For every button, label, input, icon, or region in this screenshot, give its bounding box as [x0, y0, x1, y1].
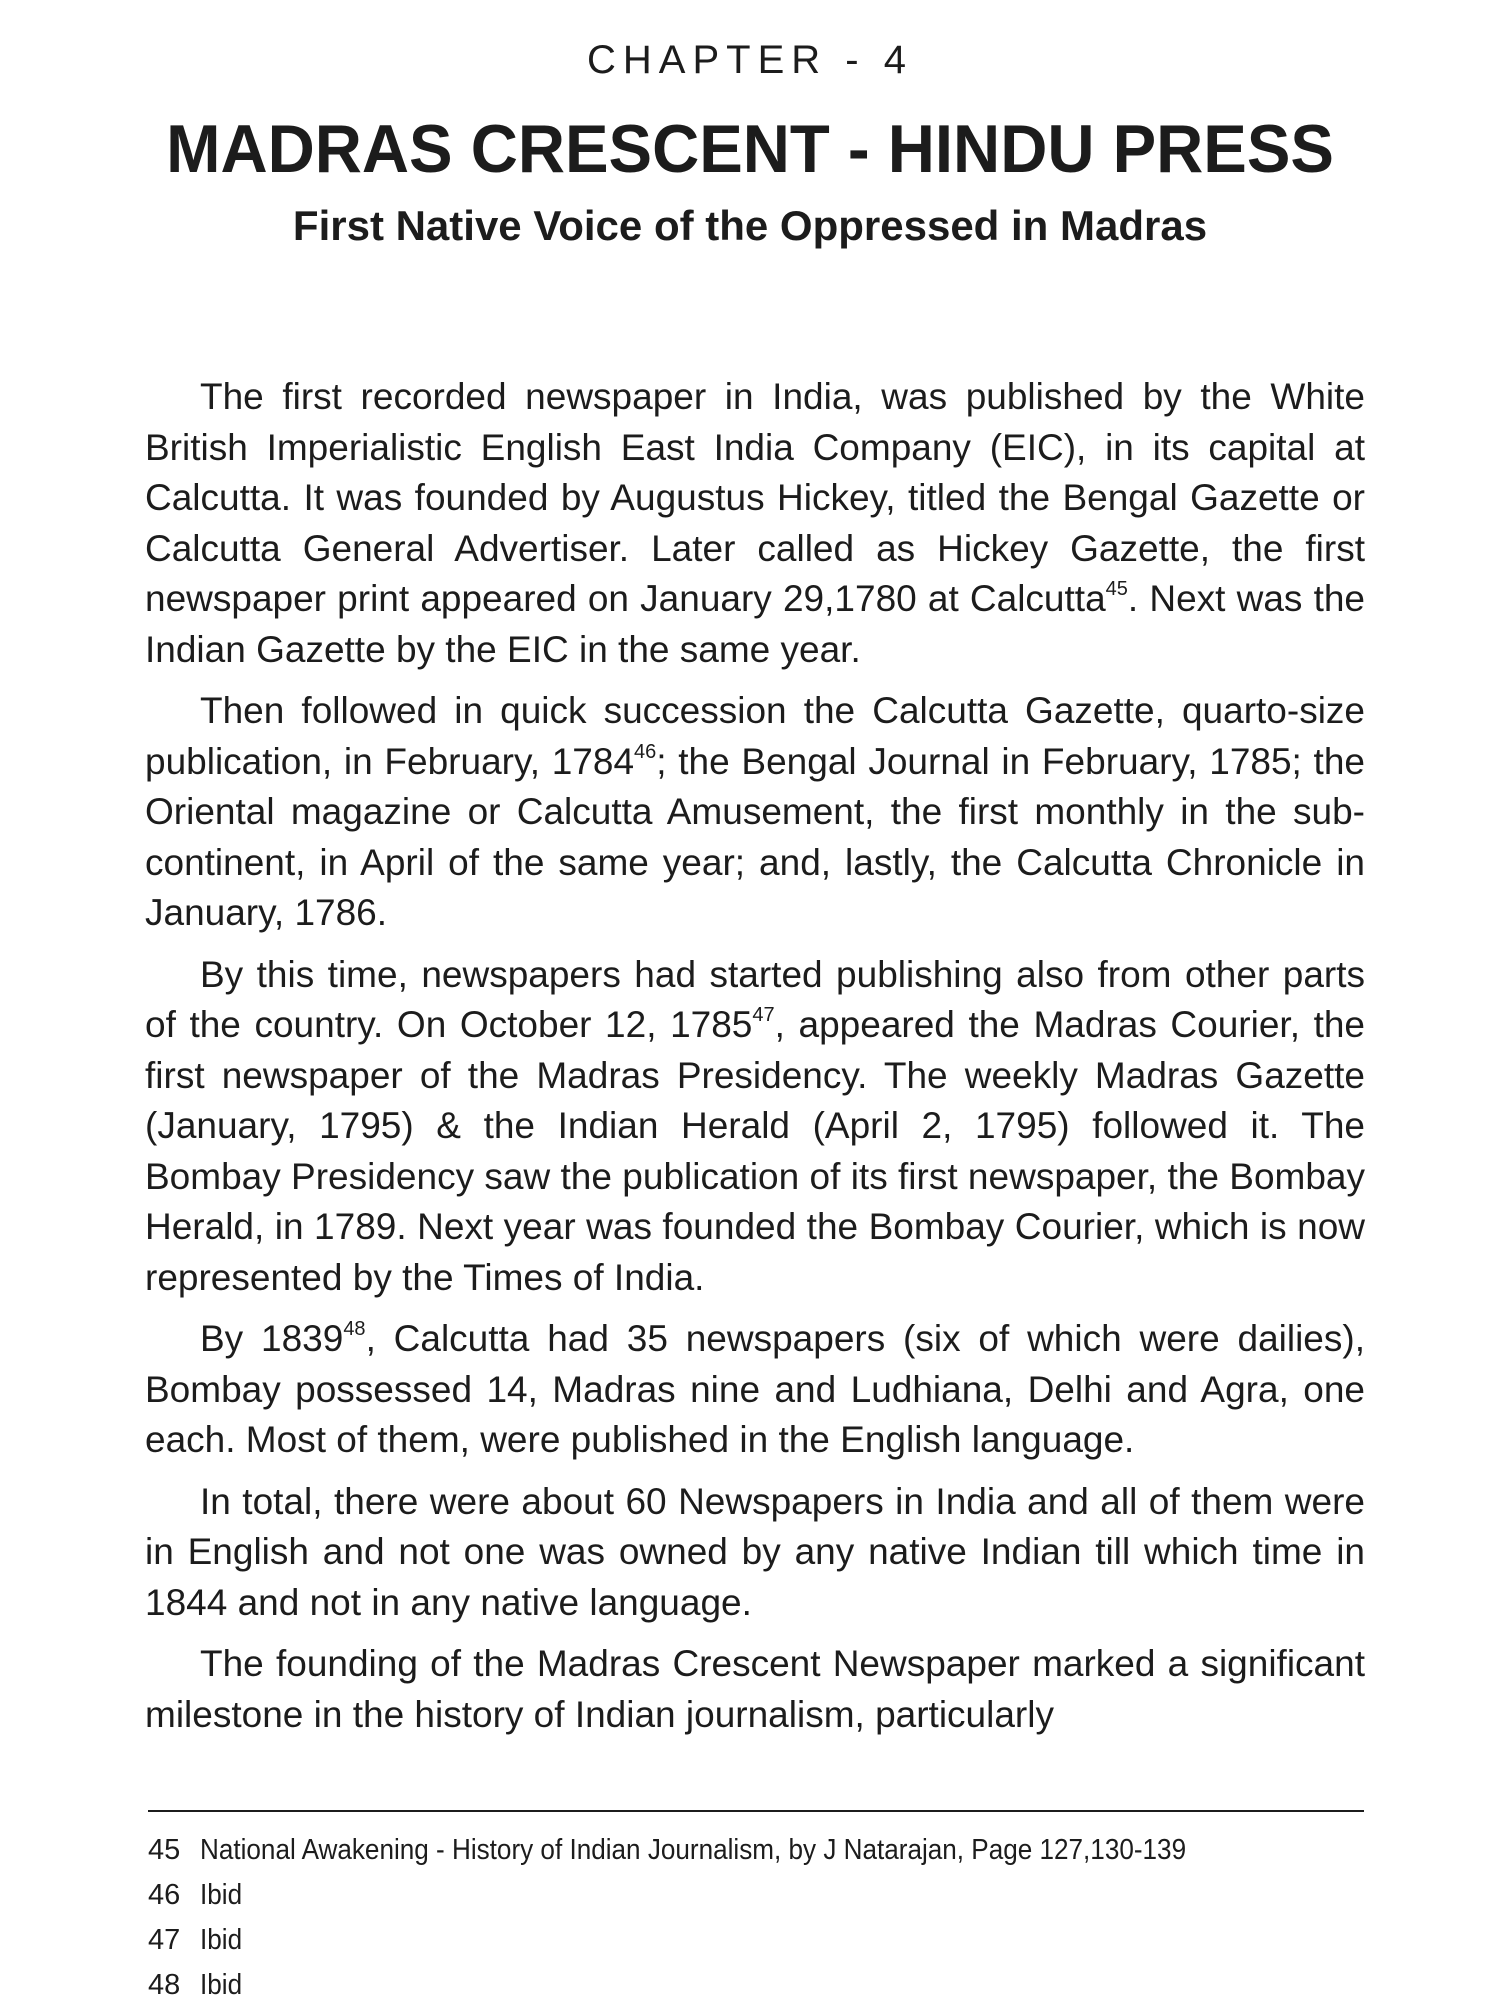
paragraph-2 — [145, 686, 1365, 939]
footnote-number: 46 — [148, 1879, 181, 1911]
paragraph-5: In total, there were about 60 Newspapers in India and all of them were in English and not one was owned by any native Indian till which time in 1844 and not in any native language. — [145, 1480, 1365, 1623]
footnote-ref-47: 47 — [752, 1004, 775, 1026]
chapter-label: CHAPTER - 4 — [587, 38, 913, 82]
footnote-number: 47 — [148, 1924, 181, 1956]
paragraph-6: The founding of the Madras Crescent Newspaper marked a significant milestone in the history of Indian journalism, particularly — [145, 1643, 1365, 1735]
paragraph-1 — [145, 372, 1365, 675]
paragraph-2-text-cont: ; the Bengal Journal in February, 1785; the Oriental magazine or Calcutta Amusement, the first monthly in the sub-continent, in April of the same year; and, lastly, the Calcutta Chronicle in January, 1786. — [145, 740, 1365, 933]
paragraph-2-text: Then followed in quick succession the Calcutta Gazette, quarto-size publication, in February, 1784 — [145, 690, 1365, 782]
paragraph-3-text: By this time, newspapers had started publishing also from other parts of the country. On October 12, 1785 — [145, 953, 1365, 1045]
paragraph-4-text: By 1839 — [200, 1318, 344, 1359]
paragraph-3-text-cont: , appeared the Madras Courier, the first newspaper of the Madras Presidency. The weekly Madras Gazette (January, 1795) & the Indian Herald (April 2, 1795) followed it. The Bombay Presidency saw the publication of its first newspaper, the Bombay Herald, in 1789. Next year was founded the Bombay Courier, which is now represented by the Times of India. — [145, 1004, 1366, 1298]
footnote-ref-45: 45 — [1105, 578, 1128, 600]
page-title: MADRAS CRESCENT - HINDU PRESS — [166, 111, 1334, 187]
footnote-text: Ibid — [200, 1879, 243, 1911]
footnote-ref-46: 46 — [634, 740, 657, 763]
footnote-text: Ibid — [200, 1924, 243, 1956]
body-text — [145, 372, 1365, 1751]
page-subtitle: First Native Voice of the Oppressed in Madras — [292, 202, 1208, 249]
paragraph-1-text: The first recorded newspaper in India, was published by the White British Imperialistic English East India Company (EIC), in its capital at Calcutta. It was founded by Augustus Hickey, titled the Bengal Gazette or Calcutta General Advertiser. Later called as Hickey Gazette, the first newspaper print appeared on January 29,1780 at Calcutta — [145, 376, 1365, 619]
footnote-divider — [148, 1810, 1364, 1812]
paragraph-1-text-cont: . Next was the Indian Gazette by the EIC in the same year. — [145, 578, 1365, 670]
footnote-45 — [148, 1828, 1364, 1873]
paragraph-3 — [145, 950, 1365, 1304]
footnote-number: 48 — [148, 1969, 181, 2001]
footnotes — [148, 1828, 1364, 2008]
footnote-47 — [148, 1918, 1364, 1963]
footnote-text: Ibid — [200, 1969, 243, 2001]
footnote-number: 45 — [148, 1834, 181, 1866]
footnote-ref-48: 48 — [343, 1318, 366, 1340]
paragraph-4-text-cont: , Calcutta had 35 newspapers (six of which were dailies), Bombay possessed 14, Madras nine and Ludhiana, Delhi and Agra, one each. Most of them, were published in the English language. — [145, 1318, 1365, 1460]
paragraph-4 — [145, 1314, 1365, 1466]
footnote-46 — [148, 1873, 1364, 1918]
footnote-48 — [148, 1963, 1364, 2008]
footnote-text: National Awakening - History of Indian Journalism, by J Natarajan, Page 127,130-139 — [200, 1834, 1187, 1866]
